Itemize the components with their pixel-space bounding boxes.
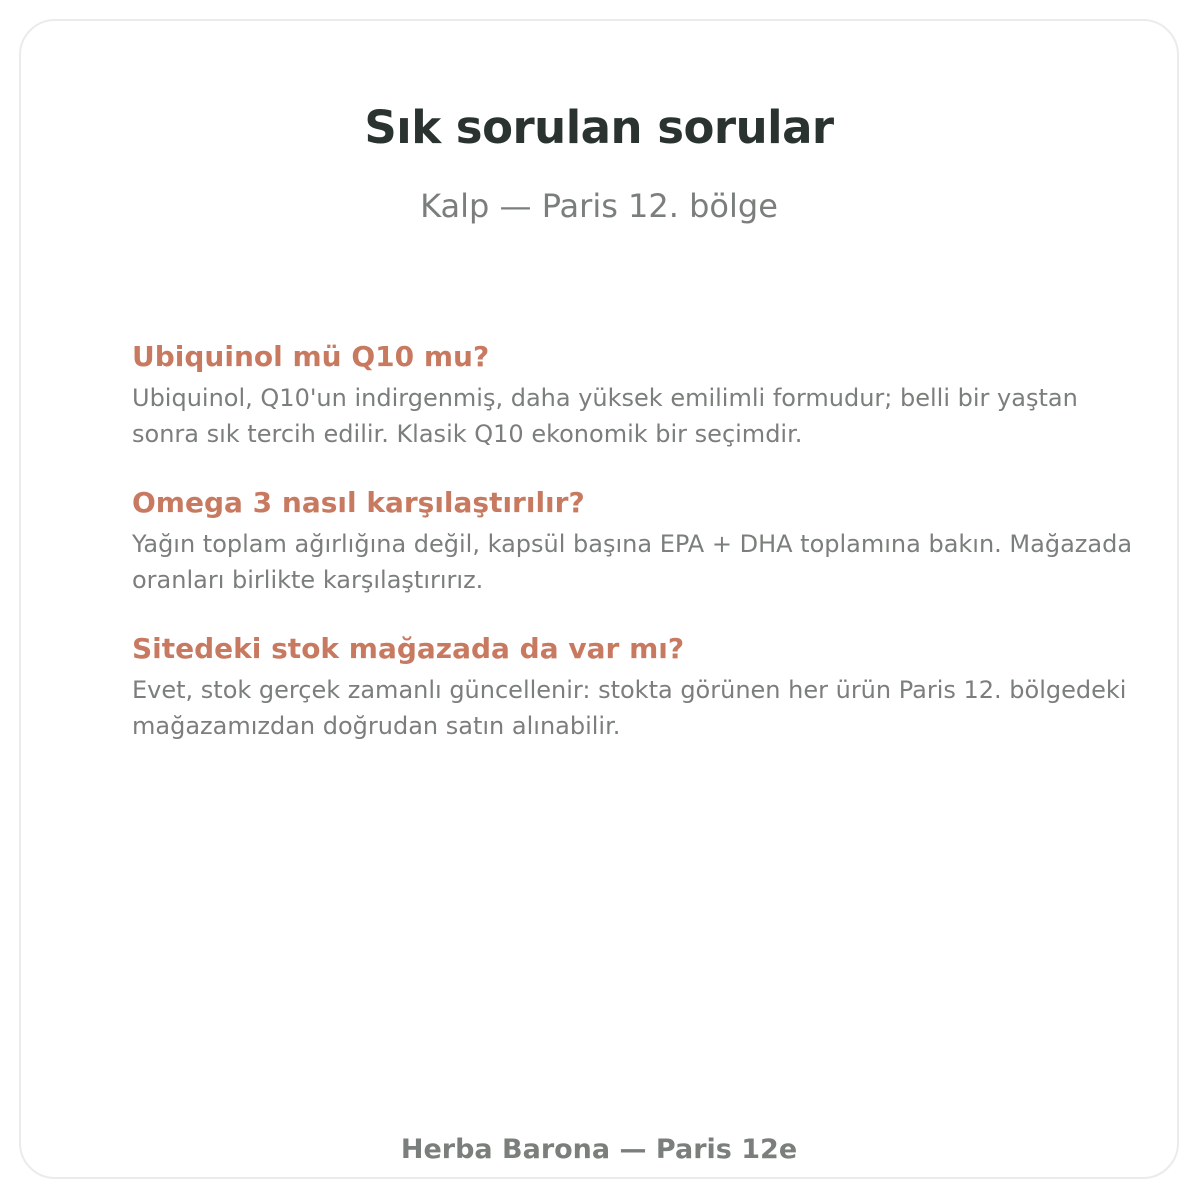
faq-item-stock (132, 630, 1142, 744)
page-subtitle: Kalp — Paris 12. bölge (420, 187, 778, 225)
faq-answer: Yağın toplam ağırlığına değil, kapsül başına EPA + DHA toplamına bakın. Mağazada oranları birlikte karşılaştırırız. (132, 530, 1133, 594)
faq-question: Ubiquinol mü Q10 mu? (132, 340, 490, 373)
footer-brand: Herba Barona — Paris 12e (400, 1134, 798, 1165)
faq-card (19, 19, 1179, 1179)
page-title: Sık sorulan sorular (364, 101, 834, 154)
faq-question: Omega 3 nasıl karşılaştırılır? (132, 486, 585, 519)
faq-answer: Evet, stok gerçek zamanlı güncellenir: stokta görünen her ürün Paris 12. bölgedeki mağazamızdan doğrudan satın alınabilir. (132, 676, 1127, 740)
faq-answer: Ubiquinol, Q10'un indirgenmiş, daha yüksek emilimli formudur; belli bir yaştan sonra sık tercih edilir. Klasik Q10 ekonomik bir seçimdir. (132, 384, 1078, 448)
faq-list (132, 338, 1142, 776)
faq-item-omega3 (132, 484, 1142, 598)
faq-question: Sitedeki stok mağazada da var mı? (132, 632, 685, 665)
faq-item-ubiquinol (132, 338, 1142, 452)
